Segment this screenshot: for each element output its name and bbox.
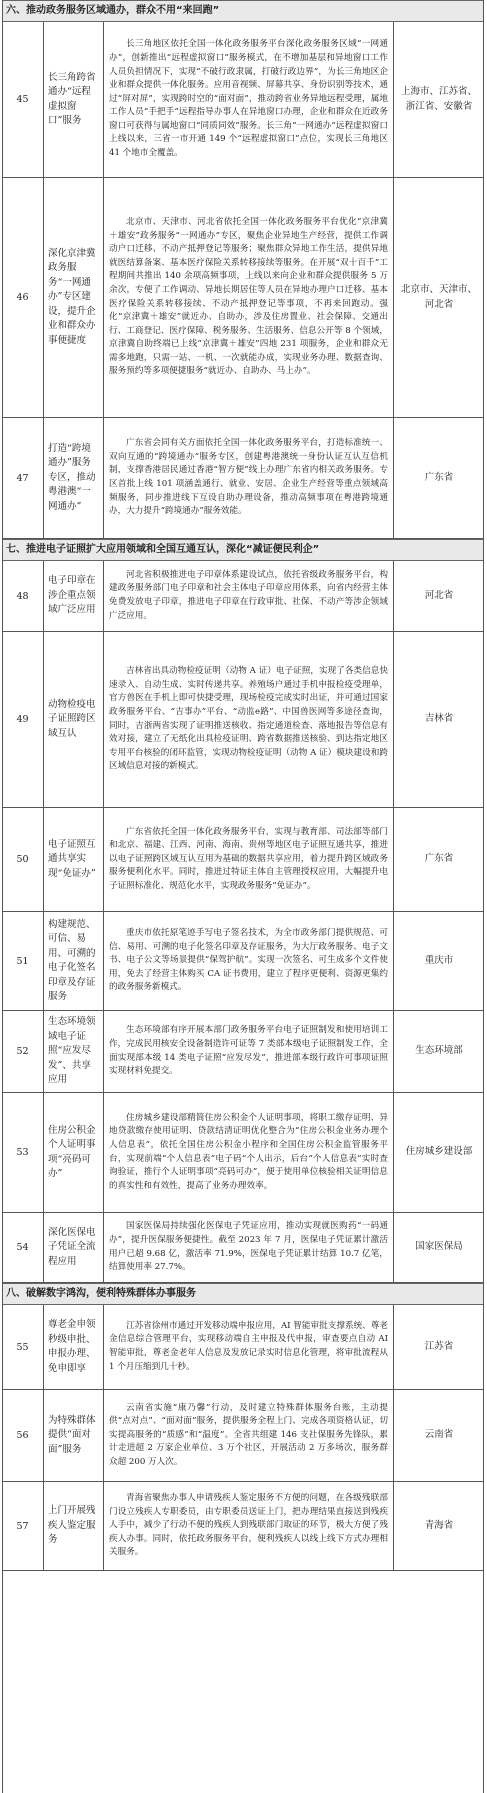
item-name-cell bbox=[44, 912, 104, 1010]
item-content: 广东省依托全国一体化政务服务平台，实现与教育部、司法部等部门和北京、福建、江西、河南、海南、贵州等地区电子证照互通共享，推进以电子证照跨区域互认互用为基础的数据共享应用，着力提升跨区域政务服务便利化水平。同时，推进过特证主体自主管理授权应用，大幅提升电子证照标准化、规范化水平，实现政务服务“免证办”。 bbox=[109, 826, 388, 891]
item-name: 尊老金申领秒级申批、申报办理、免申即享 bbox=[48, 1319, 96, 1374]
item-region-cell bbox=[394, 1011, 484, 1092]
item-name: 动物检疫电子证照跨区域互认 bbox=[48, 698, 96, 739]
section-header: 七、推进电子证照扩大应用领域和全国互通互认，深化“减证便民利企” bbox=[2, 539, 484, 561]
item-name-cell bbox=[44, 632, 104, 807]
item-content: 重庆市依托原笔迹手写电子签名技术，为全市政务部门提供规范、可信、易用、可溯的电子化签名印章及存证服务，为大厅政务服务、电子文书、电子公文等场景提供“保驾护航”。实现一次签名、可生成多个文件使用，免去了经营主体购买 CA 证书费用，建立了程序更便利、资源更集约的政务服务新模式。 bbox=[109, 928, 388, 993]
item-name-cell bbox=[44, 1213, 104, 1282]
item-content: 国家医保局持续强化医保电子凭证应用，推动实现就医购药“一码通办”，提升医保服务便捷性。截至 2023 年 7 月，医保电子凭证累计激活用户已超 9.68 亿，激活率 71.9%，医保电子凭证累计结算 10.7 亿笔，结算使用率 27.7%。 bbox=[109, 1221, 388, 1273]
item-region: 江苏省 bbox=[424, 1340, 454, 1352]
table-row bbox=[2, 22, 484, 178]
policy-table bbox=[2, 0, 484, 1571]
item-content: 河北省积极推进电子印章体系建设试点，依托省级政务服务平台，构建政务服务部门电子印章和社会主体电子印章应用体系，向省内经营主体免费发放电子印章，推进电子印章在行政审批、社保、不动产等涉企领域广泛应用。 bbox=[109, 569, 388, 621]
table-row bbox=[2, 1093, 484, 1213]
item-region: 广东省 bbox=[424, 471, 454, 483]
item-name-cell bbox=[44, 1011, 104, 1092]
item-name-cell bbox=[44, 1482, 104, 1570]
item-region-cell bbox=[394, 1213, 484, 1282]
table-row bbox=[2, 808, 484, 912]
item-region-cell bbox=[394, 178, 484, 417]
item-name-cell bbox=[44, 808, 104, 911]
item-region-cell bbox=[394, 22, 484, 177]
item-content-cell bbox=[104, 632, 394, 807]
table-row bbox=[2, 561, 484, 632]
item-region: 青海省 bbox=[424, 1519, 454, 1531]
item-region-cell bbox=[394, 1305, 484, 1389]
item-region: 云南省 bbox=[424, 1429, 454, 1441]
item-name: 长三角跨省通办“远程虚拟窗口”服务 bbox=[48, 71, 96, 126]
item-region-cell bbox=[394, 418, 484, 538]
row-number: 53 bbox=[2, 1093, 44, 1212]
item-region: 住房城乡建设部 bbox=[405, 1146, 473, 1158]
row-number: 55 bbox=[2, 1305, 44, 1389]
item-region-cell bbox=[394, 1093, 484, 1212]
row-number: 54 bbox=[2, 1213, 44, 1282]
item-name-cell bbox=[44, 418, 104, 538]
item-content: 云南省实施“康乃馨”行动，及时建立特殊群体服务台账，主动提供“点对点”、“面对面”服务，提供服务全程上门、完成各项资格认证，切实提高服务的“质感”和“温度”。全省共组建 146 支社保服务先锋队，累计走进超 2 万家企业单位、3 万个社区，开展活动 2 万多场次，服务群众超 200 万人次。 bbox=[109, 1402, 388, 1467]
section-header: 六、推动政务服务区域通办，群众不用“来回跑” bbox=[2, 0, 484, 22]
item-content-cell bbox=[104, 561, 394, 631]
row-number: 57 bbox=[2, 1482, 44, 1570]
item-name: 深化医保电子凭证全流程应用 bbox=[48, 1226, 96, 1267]
item-content-cell bbox=[104, 1213, 394, 1282]
item-region-cell bbox=[394, 561, 484, 631]
item-content: 住房城乡建设部精简住房公积金个人证明事项，将职工缴存证明、异地贷款缴存使用证明、贷款结清证明优化整合为“住房公积金业务办理个人信息表”，依托全国住房公积金小程序和全国住房公积金监管服务平台，实现前端“个人信息表”电子码“个人出示，后台“个人信息表”实时查询验证，推行个人证明事项“亮码可办”，便于使用单位核验相关证明信息的真实性和有效性，提高了业务办理效率。 bbox=[109, 1112, 388, 1191]
row-number: 45 bbox=[2, 22, 44, 177]
item-name-cell bbox=[44, 1093, 104, 1212]
item-content-cell bbox=[104, 912, 394, 1010]
item-content: 北京市、天津市、河北省依托全国一体化政务服务平台优化“京津冀＋雄安”政务服务“一网通办”专区，聚焦企业异地生产经营，提供工作调动户口迁移、不动产抵押登记等服务；聚焦群众异地工作生活，提供异地就医结算备案、基本医疗保险关系转移接续等服务。在开展“双十百千”工程期间共推出 140 余项高频事项，上线以来向企业和群众提供服务 5 万余次，专便了工作调动、异地长期居住等人员在异地办理户口迁移、基本医疗保险关系转移接续、不动产抵押登记等事项，不再来回跑动。强化“京津冀＋雄安”就近办、自助办，涉及住房置业、社会保障、交通出行、工商登记、医疗保障、税务服务、生活服务、信息公开等 8 个领域，京津冀自助终端已上线“京津冀＋雄安”四地 231 项服务，企业和群众无需多地跑，只需一站、一机、一次就能办成，实现业务办理、数据查询、服务预约等多项便捷服务“就近办、自助办、马上办”。 bbox=[109, 216, 388, 377]
table-row bbox=[2, 912, 484, 1011]
item-region: 北京市、天津市、河北省 bbox=[400, 284, 477, 310]
row-number: 50 bbox=[2, 808, 44, 911]
item-content-cell bbox=[104, 1482, 394, 1570]
item-content-cell bbox=[104, 178, 394, 417]
item-name: 构建规范、可信、易用、可溯的电子化签名印章及存证服务 bbox=[48, 918, 96, 1002]
table-row bbox=[2, 1482, 484, 1571]
item-region-cell bbox=[394, 1390, 484, 1481]
row-number: 47 bbox=[2, 418, 44, 538]
item-region: 广东省 bbox=[424, 853, 454, 865]
item-content: 长三角地区依托全国一体化政务服务平台深化政务服务区域“一网通办”，创新推出“远程虚拟窗口”服务模式，在不增加基层和异地窗口工作人员负担情况下，实现“不破行政隶属，打破行政边界”，为长三角地区企业和群众提供一体化服务。应用音视频、屏幕共享、身份识别等技术，通过“屏对屏”，实现跨时空的“面对面”，推动跨省业务异地远程受理，属地工作人员“手把手”远程指导办事人在异地窗口办理，企业和群众在近政务窗口可获得与属地窗口“同质同效”服务。长三角“一网通办”远程虚拟窗口上线以来，三省一市开通 149 个“远程虚拟窗口”点位，实现长三角地区 41 个地市全覆盖。 bbox=[109, 39, 388, 159]
item-name-cell bbox=[44, 1305, 104, 1389]
item-region-cell bbox=[394, 912, 484, 1010]
row-number: 51 bbox=[2, 912, 44, 1010]
item-content: 青海省聚焦办事人申请残疾人鉴定服务不方便的问题，在各级残联部门设立残疾人专职委员，由专职委员送证上门，把办理结果直接送到残疾人手中，减少了行动不便的残疾人到残联部门取证的环节，极大方便了残疾人办事。同时，依托政务服务平台，便利残疾人以线上线下方式办理相关服务。 bbox=[109, 1493, 388, 1558]
item-name: 打造“跨境通办”服务专区，推动粤港澳“一网通办” bbox=[48, 442, 96, 512]
table-row bbox=[2, 1011, 484, 1093]
item-name: 深化京津冀政务服务“一网通办”专区建设，提升企业和群众办事便捷度 bbox=[48, 247, 96, 346]
item-region: 河北省 bbox=[424, 589, 454, 601]
item-content-cell bbox=[104, 1390, 394, 1481]
table-row bbox=[2, 178, 484, 418]
row-number: 49 bbox=[2, 632, 44, 807]
table-row bbox=[2, 1390, 484, 1482]
item-region-cell bbox=[394, 632, 484, 807]
item-name-cell bbox=[44, 22, 104, 177]
section-header: 八、破解数字鸿沟，便利特殊群体办事服务 bbox=[2, 1283, 484, 1305]
item-content: 吉林省出具动物检疫证明（动物 A 证）电子证照，实现了各类信息快速录入、自动生成、实时传递共享。养殖场户通过手机申报检疫受理单，官方兽医在手机上即可快捷受理，现场检疫完成实时出证，并可通过国家政务服务平台、“吉事办”平台、“动监e路”、中国兽医网等多途径查询，同时，吉浙两省实现了证明推送核收、指定通道检查、落地报告等信息有效对接，建立了无纸化出具检疫证明、跨省数据推送核验、到达指定地区专用平台核验的闭环监管，实现动物检疫证明（动物 A 证）模块建设和跨区域信息对接的新模式。 bbox=[109, 666, 388, 772]
item-region-cell bbox=[394, 808, 484, 911]
table-row bbox=[2, 632, 484, 808]
row-number: 48 bbox=[2, 561, 44, 631]
item-name-cell bbox=[44, 561, 104, 631]
table-row bbox=[2, 418, 484, 539]
item-name-cell bbox=[44, 178, 104, 417]
item-name: 电子证照互通共享实现“免证办” bbox=[48, 838, 96, 879]
item-region: 生态环境部 bbox=[415, 1045, 463, 1057]
item-content-cell bbox=[104, 418, 394, 538]
item-name: 住房公积金个人证明事项“亮码可办” bbox=[48, 1124, 96, 1179]
row-number: 56 bbox=[2, 1390, 44, 1481]
table-row bbox=[2, 1213, 484, 1283]
item-region: 吉林省 bbox=[424, 713, 454, 725]
row-number: 52 bbox=[2, 1011, 44, 1092]
item-region: 重庆市 bbox=[424, 954, 454, 966]
item-region-cell bbox=[394, 1482, 484, 1570]
item-content-cell bbox=[104, 1093, 394, 1212]
row-number: 46 bbox=[2, 178, 44, 417]
item-content: 江苏省徐州市通过开发移动端申报应用，AI 智能审批支撑系统、尊老金信息综合管理平台，实现移动端自主申报及代申报，审查要点自动 AI 智能审批，尊老金老年人信息及发放记录实时信息化管理，将审批流程从 1 个月压缩到几十秒。 bbox=[109, 1320, 388, 1372]
item-content: 生态环境部有序开展本部门政务服务平台电子证照制发和使用培训工作，完成民用核安全设备制造许可证等 7 类部本级电子证照制发工作，全面实现部本级 14 类电子证照“应发尽发”，推进部本级行政许可事项证照实现材料免提交。 bbox=[109, 1025, 388, 1077]
item-name: 为特殊群体提供“面对面”服务 bbox=[48, 1414, 96, 1455]
item-content: 广东省会同有关方面依托全国一体化政务服务平台，打造标准统一、双向互通的“跨境通办”服务专区，创建粤港澳统一身份认证互认互信机制，支撑香港居民通过香港“智方便”线上办理广东省内相关政务服务。专区首批上线 101 项涵盖通行、就业、安居、企业生产经营等重点领域高频服务，同步推进线下互设自助办理设备，推动高频事项在粤港跨境通办，大力提升“跨境通办”服务效能。 bbox=[109, 438, 388, 517]
item-content-cell bbox=[104, 808, 394, 911]
item-name: 生态环境领域电子证照“应发尽发”、共享应用 bbox=[48, 1016, 96, 1086]
item-content-cell bbox=[104, 1011, 394, 1092]
item-name: 电子印章在涉企重点领域广泛应用 bbox=[48, 575, 96, 616]
item-name: 上门开展残疾人鉴定服务 bbox=[48, 1505, 96, 1546]
item-region: 国家医保局 bbox=[415, 1241, 463, 1253]
table-row bbox=[2, 1305, 484, 1390]
item-content-cell bbox=[104, 22, 394, 177]
item-name-cell bbox=[44, 1390, 104, 1481]
item-region: 上海市、江苏省、浙江省、安徽省 bbox=[400, 86, 477, 112]
item-content-cell bbox=[104, 1305, 394, 1389]
